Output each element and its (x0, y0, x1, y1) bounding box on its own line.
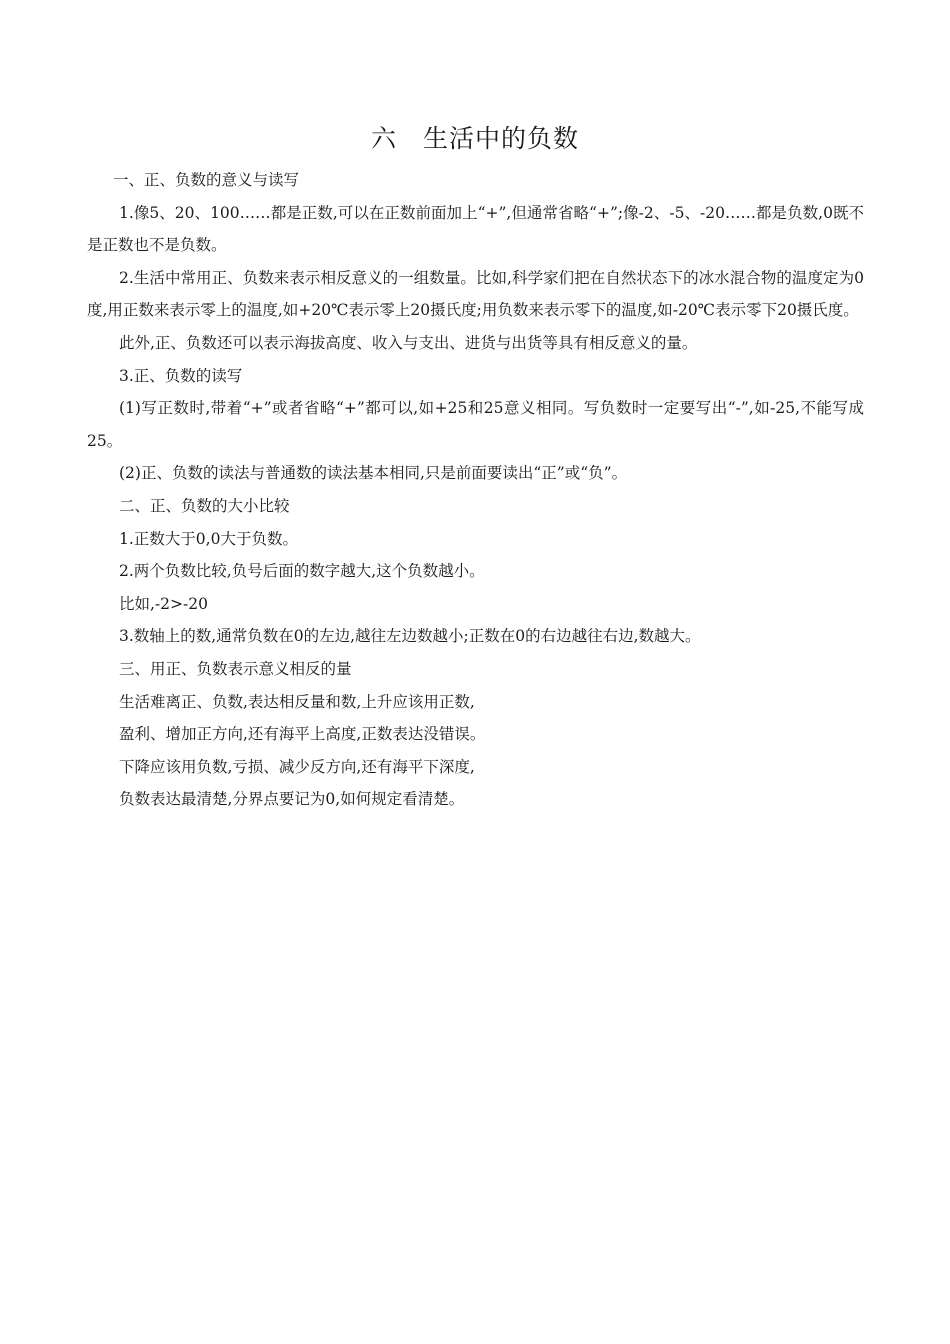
section-1-paragraph-6: (2)正、负数的读法与普通数的读法基本相同,只是前面要读出“正”或“负”。 (119, 464, 628, 483)
section-1-paragraph-4: 3.正、负数的读写 (119, 366, 243, 385)
section-1-paragraph-5: (1)写正数时,带着“+”或者省略“+”都可以,如+25和25意义相同。写负数时一定要写出“-”,如-25,不能写成25。 (87, 399, 864, 450)
page-title: 六 生活中的负数 (370, 124, 579, 153)
section-2-paragraph-1: 1.正数大于0,0大于负数。 (119, 529, 298, 548)
section-3-line-1: 生活难离正、负数,表达相反量和数,上升应该用正数, (119, 692, 475, 711)
section-3-heading: 三、用正、负数表示意义相反的量 (119, 659, 352, 678)
section-3-line-2: 盈利、增加正方向,还有海平上高度,正数表达没错误。 (119, 725, 486, 744)
section-2-paragraph-3: 比如,-2>-20 (119, 594, 208, 613)
section-1-paragraph-1: 1.像5、20、100……都是正数,可以在正数前面加上“+”,但通常省略“+”;像-2、-5、-20……都是负数,0既不是正数也不是负数。 (87, 203, 864, 255)
section-1-paragraph-3: 此外,正、负数还可以表示海拔高度、收入与支出、进货与出货等具有相反意义的量。 (119, 333, 698, 352)
section-3-line-3: 下降应该用负数,亏损、减少反方向,还有海平下深度, (119, 757, 475, 776)
section-2-heading: 二、正、负数的大小比较 (119, 496, 290, 515)
section-3-line-4: 负数表达最清楚,分界点要记为0,如何规定看清楚。 (119, 790, 465, 809)
section-2-paragraph-4: 3.数轴上的数,通常负数在0的左边,越往左边数越小;正数在0的右边越往右边,数越大。 (119, 627, 701, 646)
section-2-paragraph-2: 2.两个负数比较,负号后面的数字越大,这个负数越小。 (119, 562, 485, 581)
section-1-heading: 一、正、负数的意义与读写 (113, 171, 300, 189)
document-body (87, 164, 864, 816)
section-1-paragraph-2: 2.生活中常用正、负数来表示相反意义的一组数量。比如,科学家们把在自然状态下的冰水混合物的温度定为0度,用正数来表示零上的温度,如+20℃表示零上20摄氏度;用负数来表示零下的温度,如-20℃表示零下20摄氏度。 (87, 268, 864, 320)
